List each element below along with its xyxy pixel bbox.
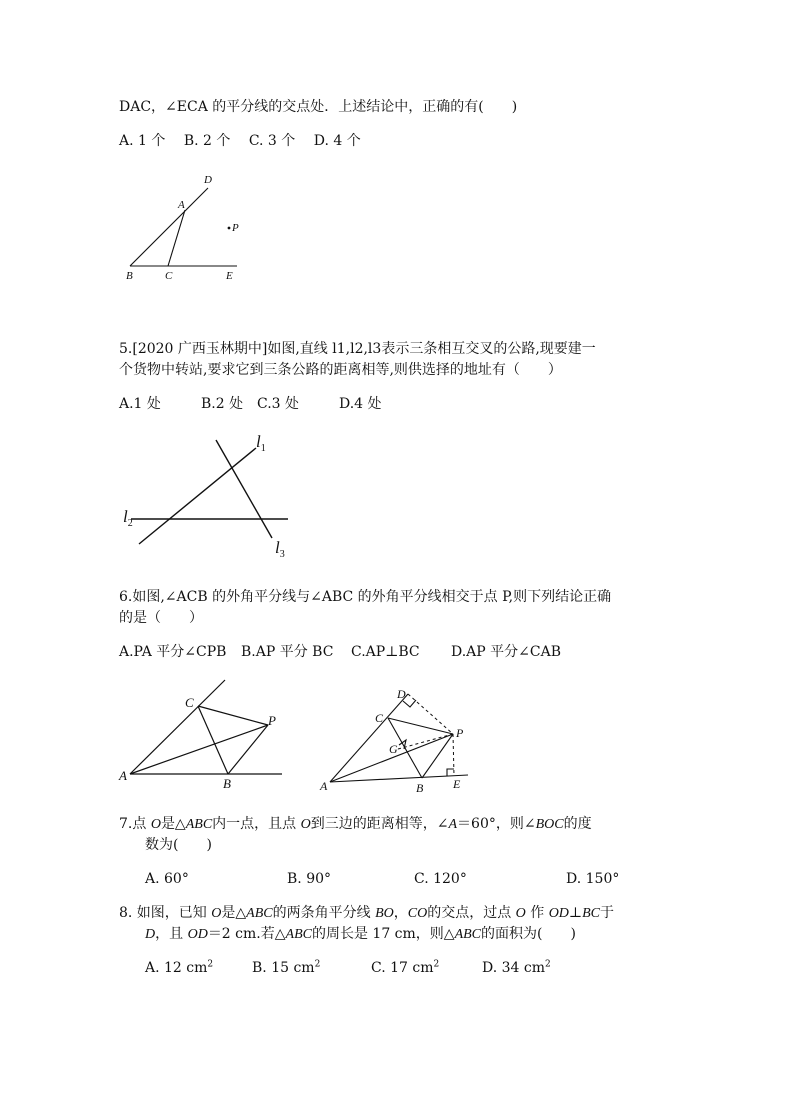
q7-var-BOC: BOC (535, 817, 564, 832)
q7-option-c: C. 120° (414, 871, 467, 887)
q8-option-d (482, 959, 551, 977)
q8-option-d-sup: 2 (545, 959, 551, 970)
q5-option-d: D.4 处 (339, 396, 382, 412)
q6-stem-line2: 的是（ ） (119, 610, 203, 626)
q8-var-O: O (211, 906, 222, 921)
q8-text: 8. 如图，已知 (119, 905, 212, 921)
q7-stem-line1 (119, 815, 592, 834)
q4-label-B: B (126, 270, 133, 282)
q8-option-c (371, 959, 482, 977)
q8-option-c-sup: 2 (433, 959, 440, 970)
q5-option-a: A.1 处 (119, 396, 161, 412)
q8-options (145, 959, 551, 977)
q5-option-b: B.2 处 (201, 396, 244, 412)
q6-fig1-label-P: P (268, 713, 276, 728)
q8-text: ，且 (155, 926, 188, 942)
q6-option-c: C.AP⊥BC (351, 644, 420, 660)
q8-option-d-label: D. 34 cm (482, 960, 546, 976)
q7-text: 是△ (160, 816, 186, 832)
q7-var-O: O (150, 817, 161, 832)
q7-var-ABC: ABC (185, 817, 213, 832)
q8-text: 的交点，过点 (427, 905, 516, 921)
q4-options: A. 1 个 B. 2 个 C. 3 个 D. 4 个 (119, 133, 361, 149)
q5-label-l1: $l_1$ (256, 432, 266, 454)
q4-label-E: E (226, 270, 233, 282)
q8-text: 作 (525, 905, 549, 921)
q8-var-BO: BO (375, 906, 394, 921)
q6-fig2-label-G: G (389, 742, 398, 756)
q8-text: ⊥ (568, 905, 583, 921)
q8-var-O: O (515, 906, 526, 921)
q8-text: 的周长是 17 cm，则△ (311, 926, 455, 942)
q8-stem-line1 (119, 904, 614, 923)
q7-var-A: A (448, 817, 458, 832)
q6-fig2-label-A: A (320, 779, 328, 793)
q7-text: 的度 (563, 816, 592, 832)
q8-var-D: D (145, 927, 156, 942)
q8-var-ABC: ABC (246, 906, 273, 921)
q7-option-a: A. 60° (145, 871, 189, 887)
q7-option-b: B. 90° (287, 871, 332, 887)
q7-text: 内一点，且点 (212, 816, 301, 832)
q8-option-b (252, 959, 371, 977)
q7-text: 7.点 (119, 816, 151, 832)
q6-fig1-label-B: B (223, 776, 231, 791)
q5-label-l2: $l_2$ (123, 507, 133, 529)
q4-label-A: A (178, 199, 185, 211)
q5-stem-line2: 个货物中转站,要求它到三条公路的距离相等,则供选择的地址有（ ） (119, 362, 562, 378)
q6-stem-line1: 6.如图,∠ACB 的外角平分线与∠ABC 的外角平分线相交于点 P,则下列结论正确 (119, 589, 612, 605)
q7-var-O: O (300, 817, 311, 832)
q6-fig1-label-A: A (119, 768, 127, 783)
q7-options (145, 870, 619, 888)
q6-option-d: D.AP 平分∠CAB (451, 644, 561, 660)
q7-stem-line2: 数为( ) (145, 837, 212, 853)
q6-fig2-label-C: C (375, 711, 384, 725)
q5-label-l3: $l_3$ (275, 538, 285, 560)
q8-text: ＝2 cm.若△ (207, 926, 286, 942)
q8-var-ABC: ABC (285, 927, 312, 942)
q8-option-b-label: B. 15 cm (252, 960, 315, 976)
q8-text: 于 (599, 905, 614, 921)
q8-text: 的两条角平分线 (272, 905, 376, 921)
q6-fig2-label-E: E (453, 777, 461, 791)
q6-option-b: B.AP 平分 BC (241, 644, 334, 660)
q8-option-a-label: A. 12 cm (145, 960, 208, 976)
q4-continuation: DAC，∠ECA 的平分线的交点处．上述结论中，正确的有( ) (119, 99, 518, 115)
q8-var-OD: OD (548, 906, 569, 921)
q7-text: ＝60°，则∠ (457, 816, 536, 832)
q8-text: ， (393, 905, 408, 921)
q4-label-P: P (232, 222, 239, 234)
q8-option-b-sup: 2 (314, 959, 321, 970)
q6-fig2-label-P: P (456, 726, 464, 740)
q6-fig2-label-D: D (397, 687, 406, 701)
q8-var-BC: BC (582, 906, 600, 921)
q8-option-c-label: C. 17 cm (371, 960, 434, 976)
q8-stem-line2 (145, 925, 576, 944)
q5-option-c: C.3 处 (257, 396, 300, 412)
q8-var-CO: CO (407, 906, 428, 921)
q8-option-a (145, 959, 252, 977)
q6-fig1-label-C: C (185, 695, 194, 710)
q5-stem-line1: 5.[2020 广西玉林期中]如图,直线 l1,l2,l3表示三条相互交叉的公路,现要建一 (119, 341, 596, 357)
q8-text: 是△ (221, 905, 247, 921)
q8-option-a-sup: 2 (207, 959, 214, 970)
q6-option-a: A.PA 平分∠CPB (119, 644, 227, 660)
q8-var-ABC: ABC (454, 927, 482, 942)
q7-text: 到三边的距离相等，∠ (310, 816, 449, 832)
q4-label-C: C (165, 270, 173, 282)
q7-option-d: D. 150° (566, 871, 620, 887)
q8-text: 的面积为( ) (481, 926, 576, 942)
q6-fig2-label-B: B (416, 781, 424, 795)
q8-var-OD: OD (187, 927, 208, 942)
q4-label-D: D (204, 174, 212, 186)
